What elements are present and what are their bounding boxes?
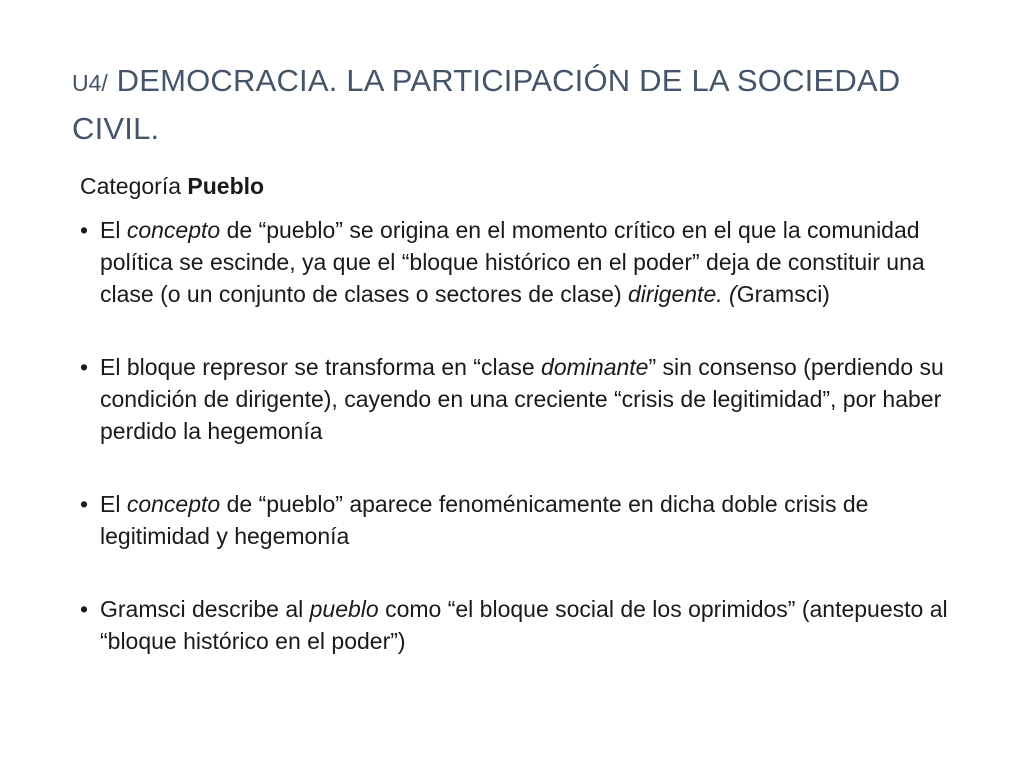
bullet-item bbox=[80, 593, 960, 657]
italic-run: pueblo bbox=[309, 596, 379, 622]
bullet-item bbox=[80, 488, 960, 552]
text-run: El bloque represor se transforma en “clase bbox=[100, 354, 542, 380]
text-run: Gramsci) bbox=[736, 281, 830, 307]
text-run: como “el bloque social de los oprimidos” (antepuesto al “bloque histórico en el poder”) bbox=[100, 596, 948, 654]
text-run: El bbox=[100, 217, 127, 243]
bullet-text bbox=[100, 217, 925, 307]
category-heading bbox=[80, 170, 960, 202]
italic-run: concepto bbox=[126, 217, 221, 243]
text-run: de “pueblo” se origina en el momento crítico en el que la comunidad política se escinde, ya que el “bloque histórico en el poder” deja de constituir una clase (o un conjunto de clases o sectores de clase) bbox=[100, 217, 925, 307]
slide-title bbox=[72, 58, 972, 152]
text-run: de “pueblo” aparece fenoménicamente en dicha doble crisis de legitimidad y hegemonía bbox=[100, 491, 869, 549]
italic-run: dominante bbox=[541, 354, 649, 380]
text-run: ” sin consenso (perdiendo su condición de dirigente), cayendo en una creciente “crisis de legitimidad”, por haber perdido la hegemonía bbox=[100, 354, 944, 444]
category-value: Pueblo bbox=[187, 173, 265, 199]
category-label: Categoría bbox=[80, 173, 188, 199]
bullet-glyph: • bbox=[80, 491, 89, 517]
bullet-glyph: • bbox=[80, 217, 89, 243]
italic-run: dirigente. ( bbox=[628, 281, 737, 307]
title-main: DEMOCRACIA. LA PARTICIPACIÓN DE LA SOCIEDAD CIVIL. bbox=[72, 63, 901, 146]
bullet-glyph: • bbox=[80, 596, 89, 622]
slide-content bbox=[80, 170, 960, 657]
text-run: El bbox=[100, 491, 127, 517]
italic-run: concepto bbox=[126, 491, 221, 517]
bullet-glyph: • bbox=[80, 354, 89, 380]
bullet-list bbox=[80, 214, 960, 657]
title-prefix: U4/ bbox=[72, 70, 108, 96]
bullet-text bbox=[100, 491, 868, 549]
bullet-text bbox=[100, 596, 948, 654]
bullet-text bbox=[100, 354, 944, 444]
bullet-item bbox=[80, 214, 960, 310]
text-run: Gramsci describe al bbox=[100, 596, 310, 622]
bullet-item bbox=[80, 351, 960, 447]
